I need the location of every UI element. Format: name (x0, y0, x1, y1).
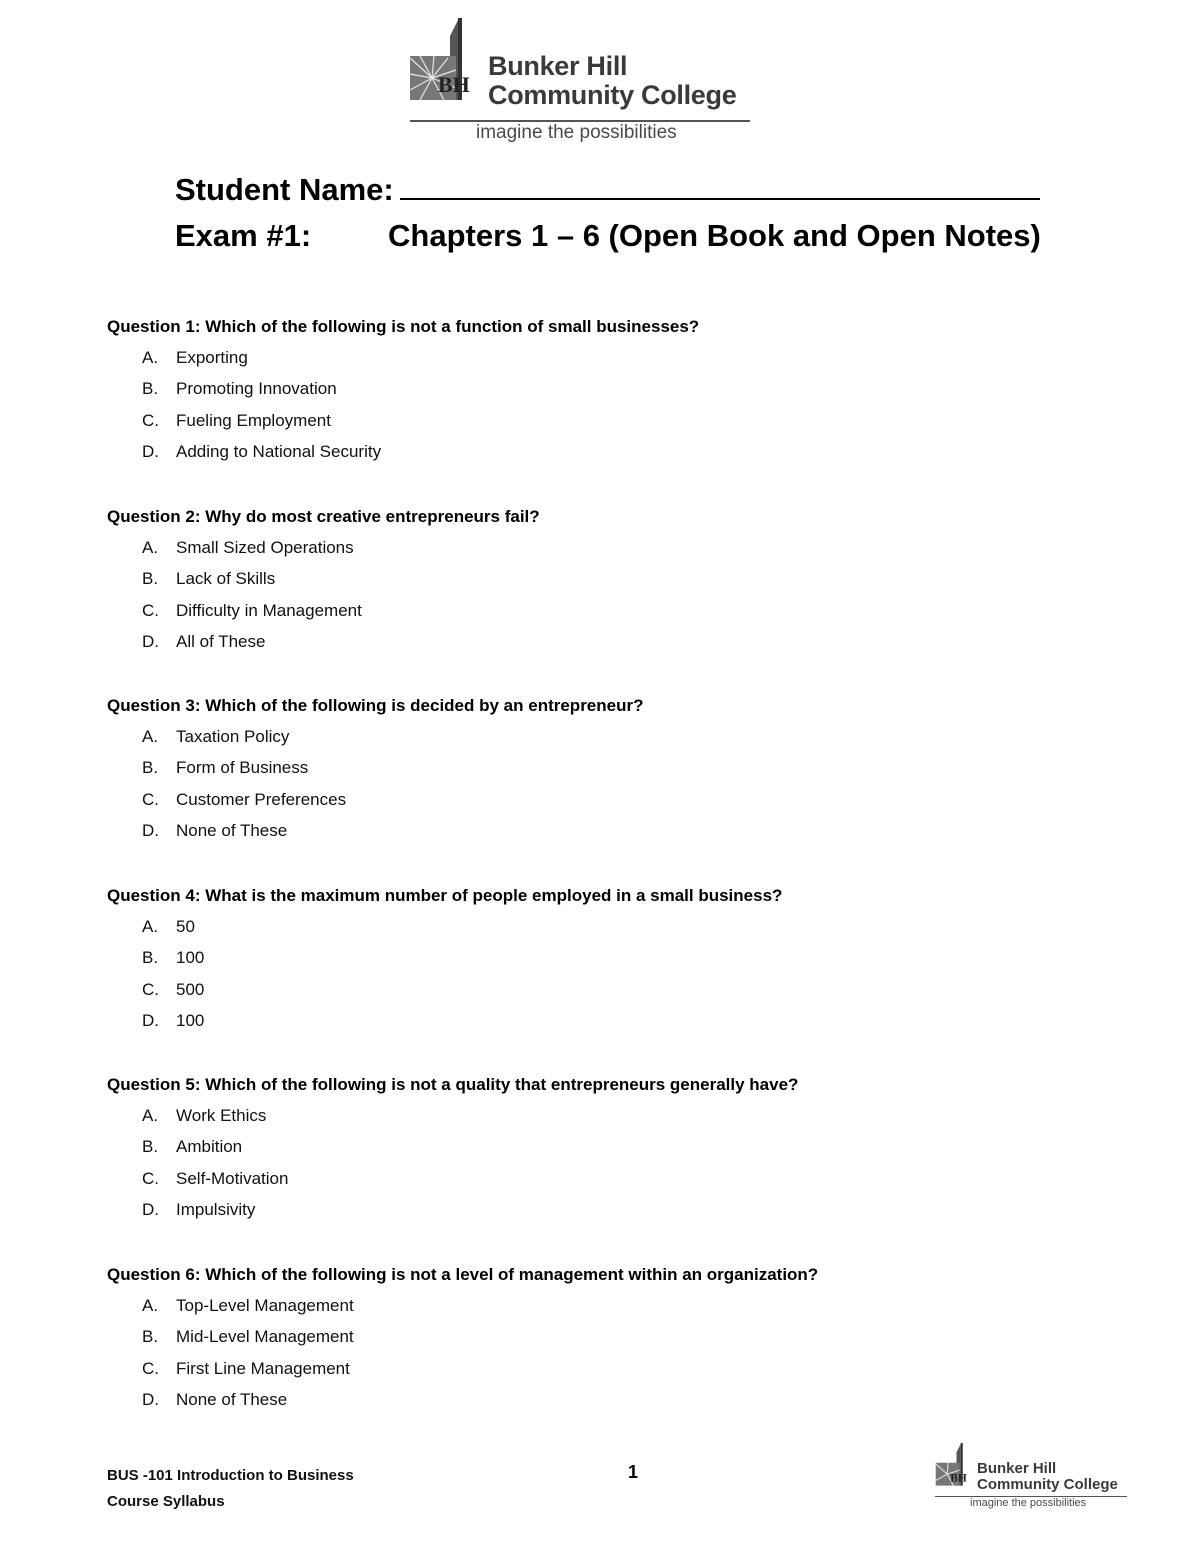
option-d: D. None of These (142, 820, 288, 840)
option-b: B. Ambition (142, 1137, 243, 1157)
option-d: D. All of These (142, 631, 266, 651)
option-b: B. Promoting Innovation (142, 379, 337, 399)
option-d: D. Adding to National Security (142, 441, 382, 461)
option-b: B. 100 (142, 948, 205, 968)
exam-title: Chapters 1 – 6 (Open Book and Open Notes) (388, 218, 1041, 253)
question-6 (107, 1264, 818, 1415)
option-a: A. Small Sized Operations (142, 538, 354, 557)
option-b: B. Mid-Level Management (142, 1327, 354, 1347)
question-title: Question 4: What is the maximum number of people employed in a small business? (107, 886, 783, 905)
question-4 (107, 885, 782, 1036)
question-title: Question 6: Which of the following is not a level of management within an organization? (107, 1265, 819, 1284)
question-1 (107, 316, 699, 467)
option-a: A. 50 (142, 917, 195, 936)
student-name-heading (175, 172, 1040, 208)
question-title: Question 5: Which of the following is not a quality that entrepreneurs generally have? (107, 1075, 799, 1094)
option-a: A. Work Ethics (142, 1106, 267, 1125)
question-title: Question 3: Which of the following is decided by an entrepreneur? (107, 696, 644, 715)
footer-course: BUS -101 Introduction to Business (107, 1467, 354, 1484)
logo-line1: Bunker Hill (488, 51, 628, 81)
question-title: Question 1: Which of the following is not a function of small businesses? (107, 317, 700, 336)
student-name-blank[interactable] (400, 172, 1040, 200)
option-d: D. None of These (142, 1389, 288, 1409)
option-c: C. Customer Preferences (142, 789, 347, 809)
question-3 (107, 695, 644, 846)
option-c: C. Fueling Employment (142, 410, 331, 430)
footer-logo-tagline: imagine the possibilities (970, 1497, 1087, 1509)
option-b: B. Form of Business (142, 758, 309, 778)
option-a: A. Taxation Policy (142, 727, 290, 746)
option-a: A. Top-Level Management (142, 1296, 354, 1315)
exam-label: Exam #1: (175, 218, 312, 253)
logo-line2: Community College (488, 80, 737, 110)
footer-college-logo (935, 1443, 1130, 1515)
exam-heading (175, 218, 1041, 254)
logo-tagline: imagine the possibilities (476, 122, 677, 143)
option-c: C. Difficulty in Management (142, 600, 362, 620)
student-name-label: Student Name: (175, 172, 394, 207)
footer-logo-line2: Community College (977, 1476, 1118, 1493)
option-c: C. First Line Management (142, 1358, 350, 1378)
option-d: D. Impulsivity (142, 1199, 256, 1219)
page-number: 1 (628, 1462, 639, 1482)
svg-text:BH: BH (438, 72, 470, 97)
question-title: Question 2: Why do most creative entrepreneurs fail? (107, 507, 540, 526)
footer-course-info (107, 1463, 354, 1515)
footer-doc-type: Course Syllabus (107, 1493, 225, 1510)
option-d: D. 100 (142, 1010, 205, 1030)
option-c: C. Self-Motivation (142, 1168, 289, 1188)
option-a: A. Exporting (142, 348, 248, 367)
college-building-icon (410, 18, 488, 118)
footer-logo-line1: Bunker Hill (977, 1460, 1057, 1477)
college-building-icon (935, 1443, 977, 1495)
svg-text:BH: BH (950, 1472, 967, 1485)
option-c: C. 500 (142, 979, 205, 999)
option-b: B. Lack of Skills (142, 569, 276, 589)
question-5 (107, 1074, 798, 1225)
college-logo (410, 18, 755, 143)
question-2 (107, 506, 540, 657)
